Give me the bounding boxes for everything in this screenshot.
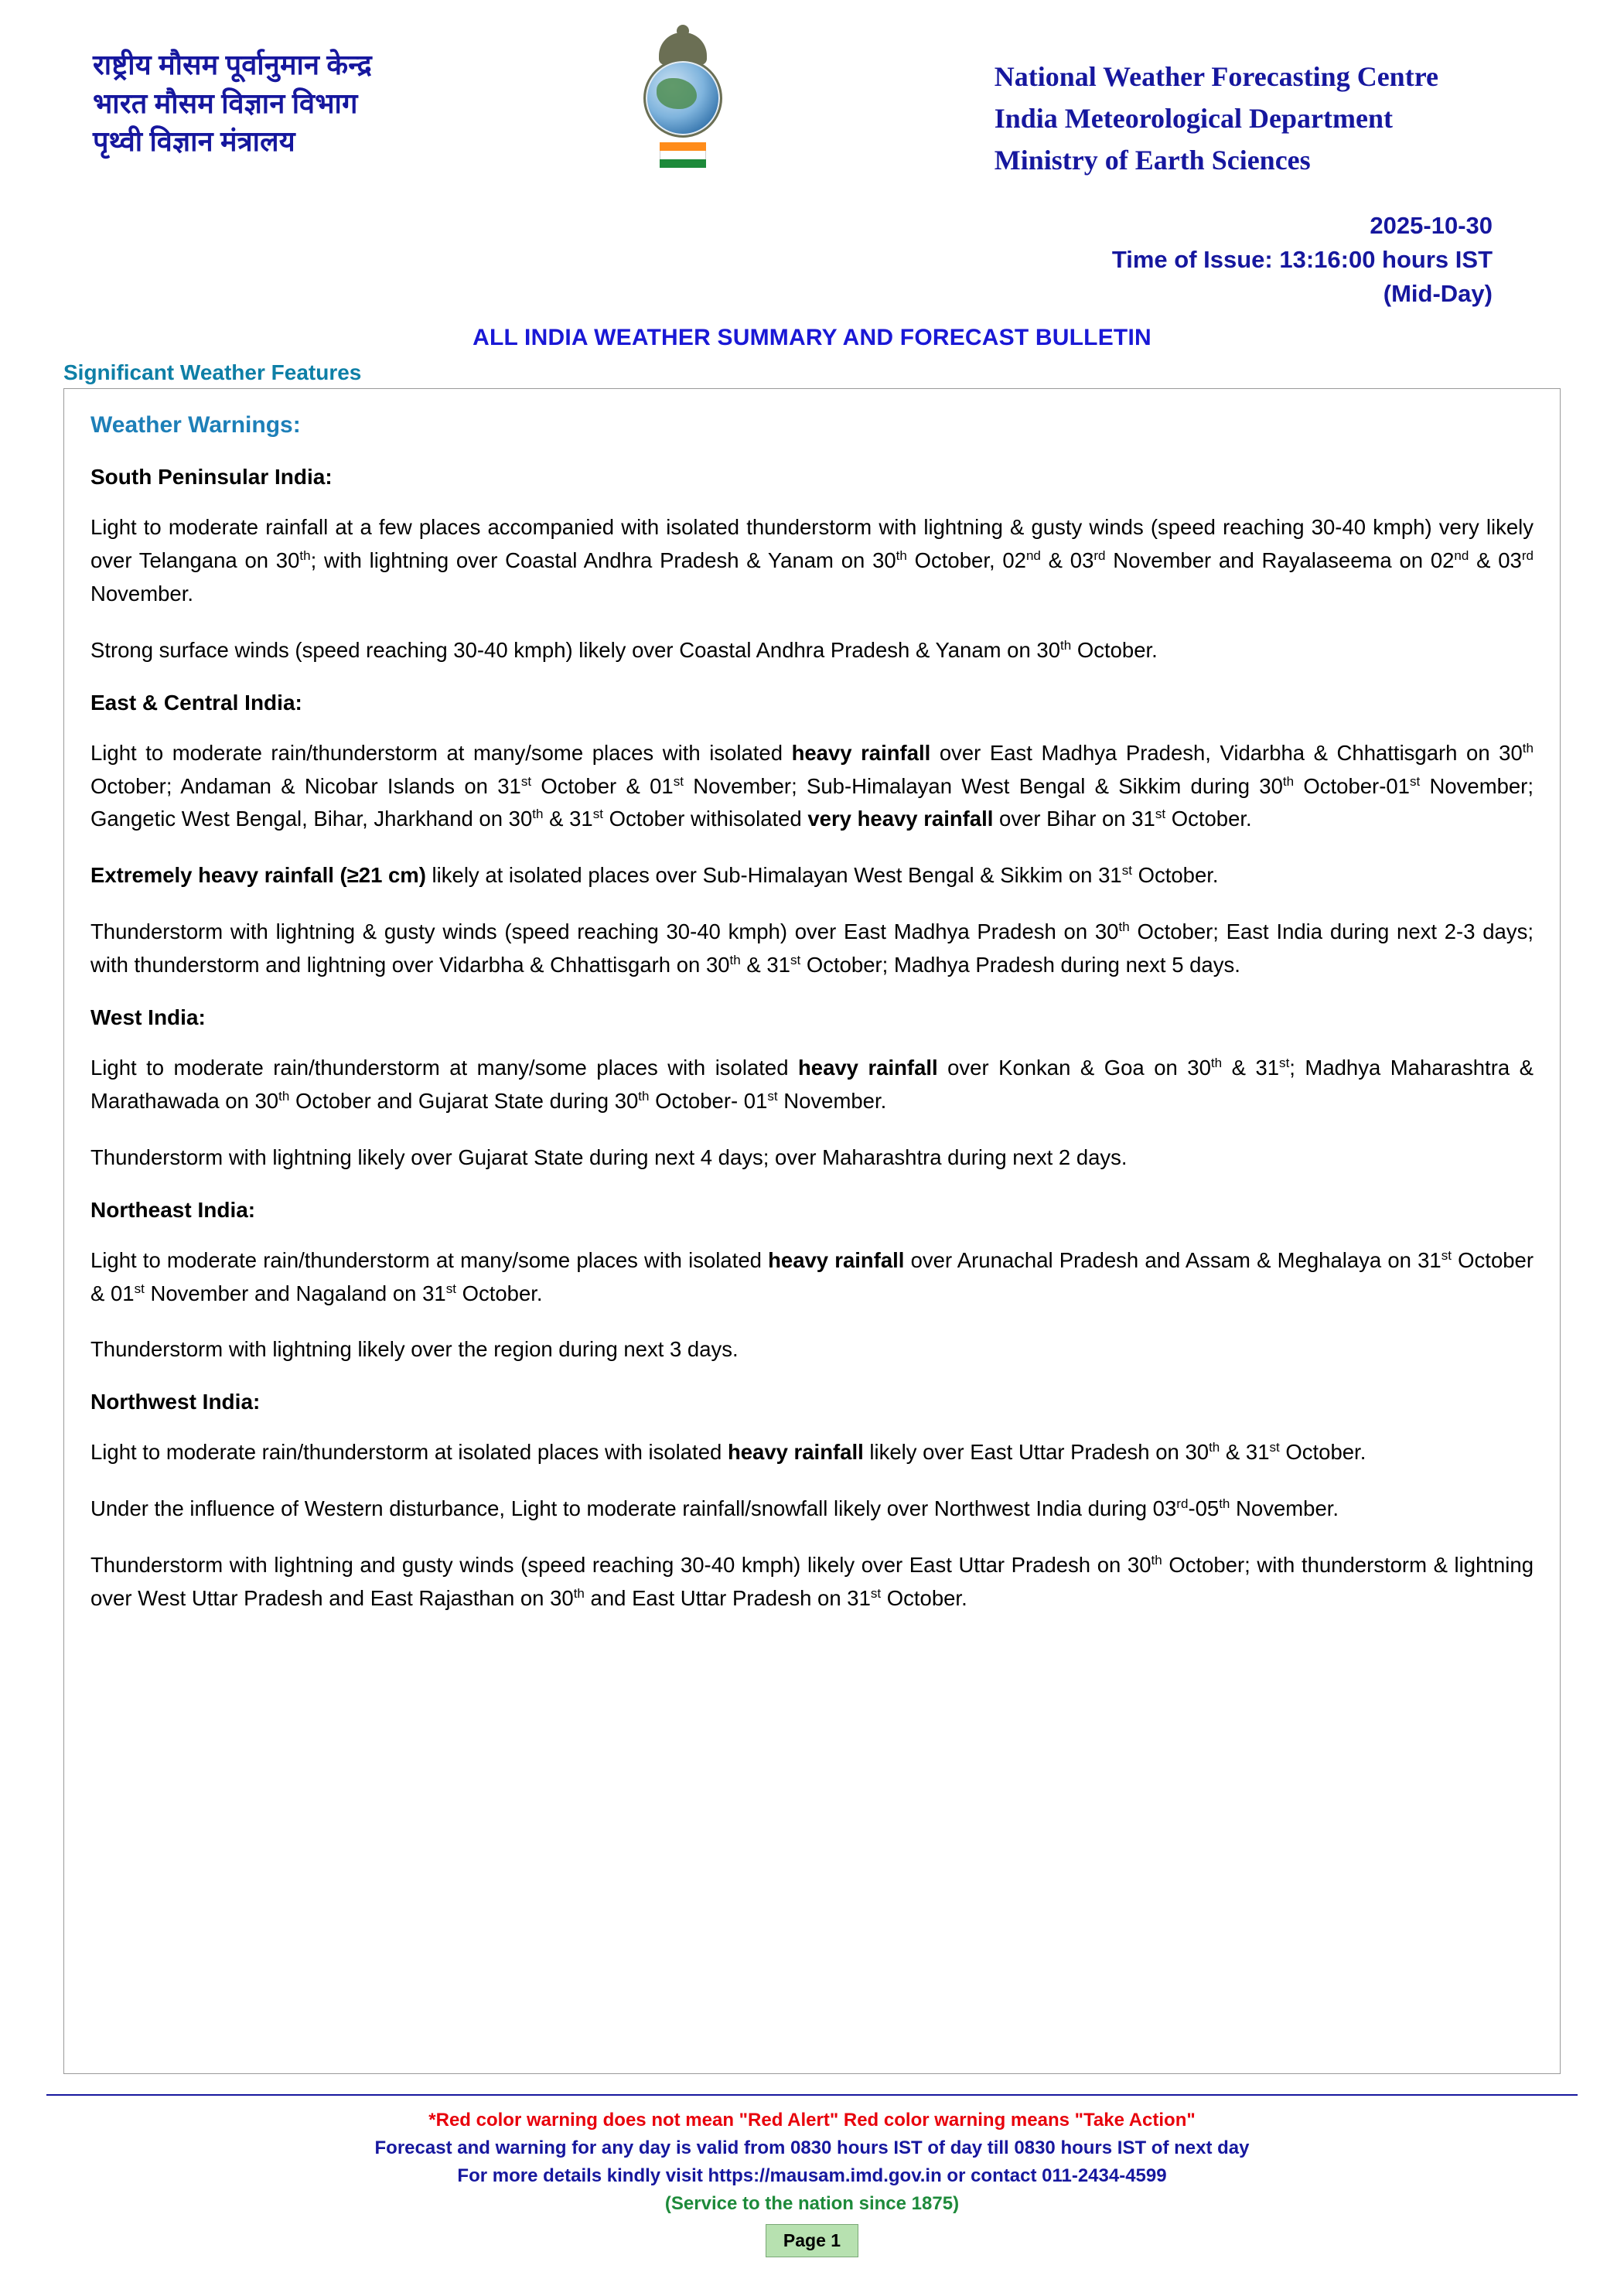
- warning-sections: [90, 465, 1534, 1615]
- region-heading: Northwest India:: [90, 1390, 261, 1414]
- warning-paragraph: Light to moderate rainfall at a few places accompanied with isolated thunderstorm with lightning & gusty winds (speed reaching 30-40 kmph) very likely over Telangana on 30th; with lightning over Coastal Andhra Pradesh & Yanam on 30th October, 02nd & 03rd November and Rayalaseema on 02nd & 03rd November.: [90, 515, 1534, 606]
- imd-emblem-icon: [643, 32, 723, 169]
- page-masthead: [46, 22, 1578, 181]
- warning-paragraph: Light to moderate rain/thunderstorm at many/some places with isolated heavy rainfall over Arunachal Pradesh and Assam & Meghalaya on 31st October & 01st November and Nagaland on 31st October.: [90, 1247, 1534, 1305]
- region-heading: South Peninsular India:: [90, 465, 333, 490]
- warning-paragraph: Under the influence of Western disturbance, Light to moderate rainfall/snowfall likely over Northwest India during 03rd-05th November.: [90, 1496, 1339, 1521]
- english-line-1: National Weather Forecasting Centre: [994, 61, 1438, 92]
- weather-warnings-box: [63, 388, 1561, 2074]
- warning-paragraph: Light to moderate rain/thunderstorm at isolated places with isolated heavy rainfall likely over East Uttar Pradesh on 30th & 31st October.: [90, 1440, 1366, 1465]
- warning-paragraph: Strong surface winds (speed reaching 30-40 kmph) likely over Coastal Andhra Pradesh & Yanam on 30th October.: [90, 637, 1158, 662]
- warning-paragraph: Thunderstorm with lightning & gusty winds (speed reaching 30-40 kmph) over East Madhya Pradesh on 30th October; East India during next 2-3 days; with thunderstorm and lightning over Vidarbha & Chhattisgarh on 30th & 31st October; Madhya Pradesh during next 5 days.: [90, 919, 1534, 977]
- department-name-hindi: [93, 29, 372, 162]
- region-heading: West India:: [90, 1005, 206, 1029]
- footer-red-note: *Red color warning does not mean "Red Alert" Red color warning means "Take Action": [428, 2110, 1196, 2131]
- warning-paragraph: Extremely heavy rainfall (≥21 cm) likely at isolated places over Sub-Himalayan West Bengal & Sikkim on 31st October.: [90, 863, 1219, 888]
- footer-validity-note: Forecast and warning for any day is valid from 0830 hours IST of day till 0830 hours IST of next day: [374, 2137, 1250, 2159]
- region-heading: East & Central India:: [90, 690, 302, 715]
- warning-paragraph: Light to moderate rain/thunderstorm at many/some places with isolated heavy rainfall over East Madhya Pradesh, Vidarbha & Chhattisgarh on 30th October; Andaman & Nicobar Islands on 31st October & 01st November; Sub-Himalayan West Bengal & Sikkim during 30th October-01st November; Gangetic West Bengal, Bihar, Jharkhand on 30th & 31st October withisolated very heavy rainfall over Bihar on 31st October.: [90, 740, 1534, 831]
- footer-contact-prefix: For more details kindly visit: [457, 2165, 708, 2187]
- warning-paragraph: Thunderstorm with lightning and gusty winds (speed reaching 30-40 kmph) likely over East Uttar Pradesh on 30th October; with thunderstorm & lightning over West Uttar Pradesh and East Rajasthan on 30th and East Uttar Pradesh on 31st October.: [90, 1552, 1534, 1610]
- bulletin-issue-period: (Mid-Day): [1383, 280, 1493, 308]
- bulletin-time-of-issue: Time of Issue: 13:16:00 hours IST: [1111, 246, 1493, 274]
- warning-paragraph: Light to moderate rain/thunderstorm at many/some places with isolated heavy rainfall over Konkan & Goa on 30th & 31st; Madhya Maharashtra & Marathawada on 30th October and Gujarat State during 30th October- 01st November.: [90, 1055, 1534, 1113]
- footer-contact-suffix: or contact 011-2434-4599: [941, 2165, 1167, 2187]
- tricolour-icon: [660, 142, 706, 169]
- department-name-english: [995, 29, 1539, 181]
- region-heading: Northeast India:: [90, 1197, 256, 1222]
- footer-contact-line: [46, 2162, 1578, 2190]
- globe-icon: [643, 59, 722, 138]
- page-footer: [46, 2094, 1578, 2257]
- hindi-line-2: भारत मौसम विज्ञान विभाग: [93, 87, 358, 119]
- english-line-2: India Meteorological Department: [994, 103, 1393, 134]
- page-title: ALL INDIA WEATHER SUMMARY AND FORECAST BULLETIN: [473, 325, 1151, 351]
- bulletin-date: 2025-10-30: [1370, 212, 1493, 239]
- hindi-line-1: राष्ट्रीय मौसम पूर्वानुमान केन्द्र: [93, 49, 372, 80]
- footer-service-note: (Service to the nation since 1875): [664, 2193, 960, 2215]
- imd-website-link[interactable]: https://mausam.imd.gov.in: [708, 2165, 942, 2187]
- english-line-3: Ministry of Earth Sciences: [994, 145, 1311, 176]
- significant-weather-features-heading: Significant Weather Features: [63, 360, 362, 385]
- hindi-line-3: पृथ्वी विज्ञान मंत्रालय: [93, 126, 295, 158]
- imd-logo: [625, 29, 741, 169]
- warning-paragraph: Thunderstorm with lightning likely over the region during next 3 days.: [90, 1337, 739, 1362]
- warning-paragraph: Thunderstorm with lightning likely over Gujarat State during next 4 days; over Maharashtra during next 2 days.: [90, 1145, 1128, 1169]
- page-number-badge: Page 1: [766, 2224, 858, 2257]
- weather-warnings-heading: Weather Warnings:: [90, 412, 301, 438]
- issue-details: [46, 181, 1578, 311]
